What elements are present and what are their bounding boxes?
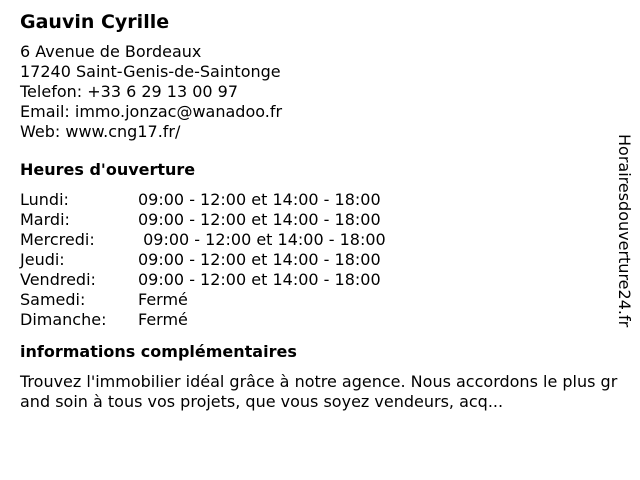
time-value: Fermé [138,290,188,309]
time-value: 09:00 - 12:00 et 14:00 - 18:00 [138,190,381,209]
hours-row-tuesday [20,210,620,230]
site-watermark: Horairesdouverture24.fr [615,134,634,328]
time-value: Fermé [138,310,188,329]
hours-table [20,190,620,330]
time-value: 09:00 - 12:00 et 14:00 - 18:00 [138,230,386,249]
business-card [20,10,620,412]
time-value: 09:00 - 12:00 et 14:00 - 18:00 [138,270,381,289]
time-value: 09:00 - 12:00 et 14:00 - 18:00 [138,210,381,229]
day-label: Dimanche: [20,310,107,329]
hours-row-sunday [20,310,620,330]
hours-row-thursday [20,250,620,270]
web-line: Web: www.cng17.fr/ [20,122,181,141]
day-label: Mardi: [20,210,70,229]
day-label: Lundi: [20,190,69,209]
hours-row-wednesday [20,230,620,250]
phone-line: Telefon: +33 6 29 13 00 97 [20,82,239,101]
info-heading: informations complémentaires [20,342,297,361]
day-label: Jeudi: [20,250,65,269]
email-line: Email: immo.jonzac@wanadoo.fr [20,102,283,121]
time-value: 09:00 - 12:00 et 14:00 - 18:00 [138,250,381,269]
address-city: 17240 Saint-Genis-de-Saintonge [20,62,281,81]
info-description: Trouvez l'immobilier idéal grâce à notre agence. Nous accordons le plus grand soin à tous vos projets, que vous soyez vendeurs, acq... [20,372,618,411]
day-label: Mercredi: [20,230,95,249]
hours-row-friday [20,270,620,290]
hours-row-monday [20,190,620,210]
contact-block [20,42,620,142]
business-name: Gauvin Cyrille [20,11,170,33]
hours-row-saturday [20,290,620,310]
day-label: Vendredi: [20,270,96,289]
hours-heading: Heures d'ouverture [20,160,196,179]
day-label: Samedi: [20,290,86,309]
address-street: 6 Avenue de Bordeaux [20,42,202,61]
